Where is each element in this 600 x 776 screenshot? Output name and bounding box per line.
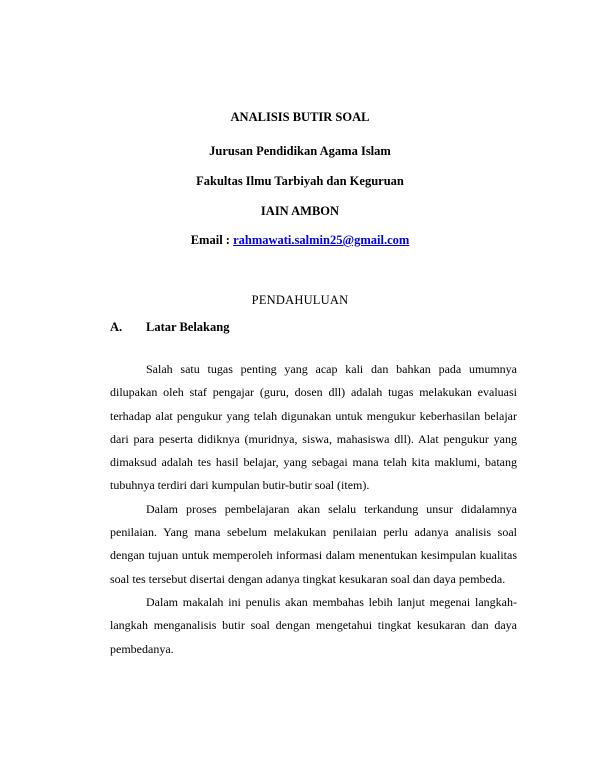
paragraph: Dalam proses pembelajaran akan selalu terkandung unsur didalamnya penilaian. Yang mana sebelum melakukan penilaian perlu adanya analisis soal dengan tujuan untuk memperoleh informasi dalam menentukan kesimpulan kualitas soal tes tersebut disertai dengan adanya tingkat kesukaran soal dan daya pembeda. [110, 501, 517, 586]
body-text [110, 358, 517, 661]
department-name: Jurusan Pendidikan Agama Islam [209, 144, 391, 158]
subsection-heading [110, 320, 229, 335]
email-link[interactable]: rahmawati.salmin25@gmail.com [233, 233, 410, 247]
paragraph: Dalam makalah ini penulis akan membahas lebih lanjut megenai langkah-langkah menganalisis butir soal dengan mengetahui tingkat kesukaran dan daya pembedanya. [110, 594, 517, 656]
email-label: Email : [190, 233, 234, 247]
document-title: ANALISIS BUTIR SOAL [230, 110, 370, 124]
paragraph: Salah satu tugas penting yang acap kali dan bahkan pada umumnya dilupakan oleh staf pengajar (guru, dosen dll) adalah tugas melakukan evaluasi terhadap alat pengukur yang telah digunakan untuk mengukur keberhasilan belajar dari para peserta didiknya (muridnya, siswa, mahasiswa dll). Alat pengukur yang dimaksud adalah tes hasil belajar, yang sebagai mana telah kita maklumi, batang tubuhnya terdiri dari kumpulan butir-butir soal (item). [110, 362, 517, 493]
subsection-number: A. [110, 320, 123, 334]
section-heading: PENDAHULUAN [251, 293, 349, 307]
subsection-title: Latar Belakang [146, 320, 230, 334]
faculty-name: Fakultas Ilmu Tarbiyah dan Keguruan [196, 174, 404, 188]
institution-name: IAIN AMBON [260, 204, 340, 218]
email-line [0, 233, 600, 248]
